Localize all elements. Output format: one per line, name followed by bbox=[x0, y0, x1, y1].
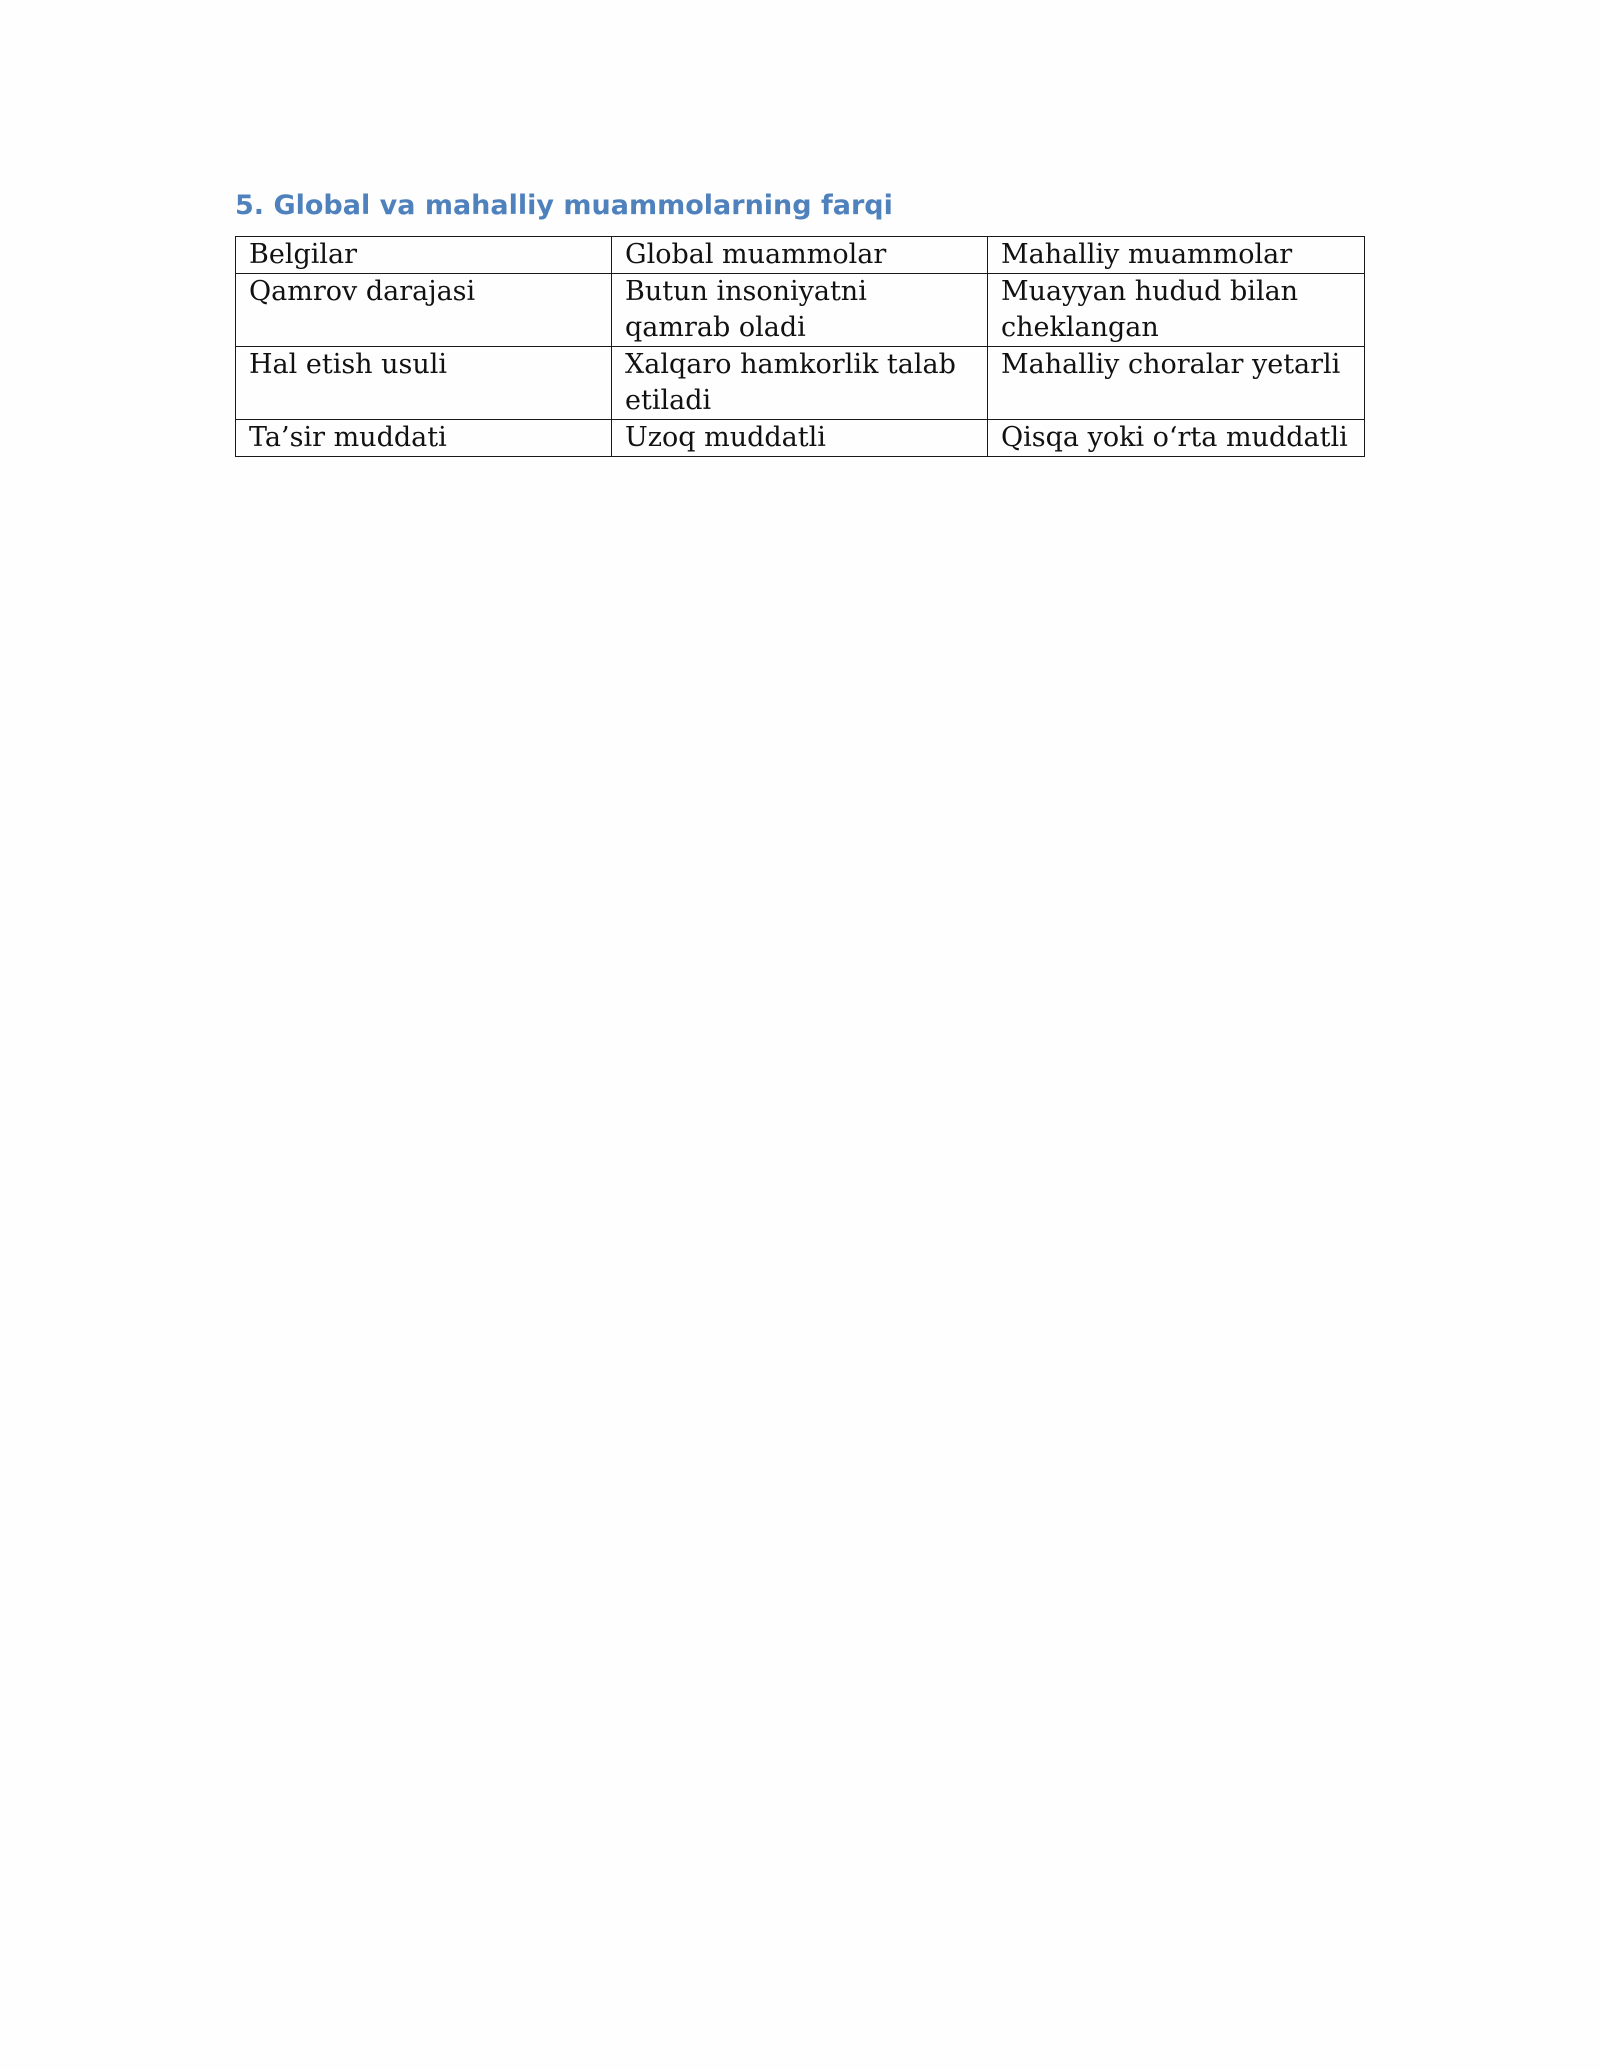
table-cell: Qisqa yoki o‘rta muddatli bbox=[988, 420, 1365, 457]
table-cell: Ta’sir muddati bbox=[236, 420, 612, 457]
table-row bbox=[236, 420, 1365, 457]
table-cell: Hal etish usuli bbox=[236, 347, 612, 420]
column-header: Belgilar bbox=[236, 237, 612, 274]
table-row bbox=[236, 347, 1365, 420]
table-cell: Butun insoniyatni qamrab oladi bbox=[612, 274, 988, 347]
section-heading: 5. Global va mahalliy muammolarning farqi bbox=[235, 190, 893, 221]
table-row bbox=[236, 274, 1365, 347]
table-cell: Muayyan hudud bilan cheklangan bbox=[988, 274, 1365, 347]
column-header: Mahalliy muammolar bbox=[988, 237, 1365, 274]
table-cell: Qamrov darajasi bbox=[236, 274, 612, 347]
table-cell: Mahalliy choralar yetarli bbox=[988, 347, 1365, 420]
table-header-row bbox=[236, 237, 1365, 274]
column-header: Global muammolar bbox=[612, 237, 988, 274]
comparison-table bbox=[235, 236, 1365, 457]
table-cell: Uzoq muddatli bbox=[612, 420, 988, 457]
table-cell: Xalqaro hamkorlik talab etiladi bbox=[612, 347, 988, 420]
